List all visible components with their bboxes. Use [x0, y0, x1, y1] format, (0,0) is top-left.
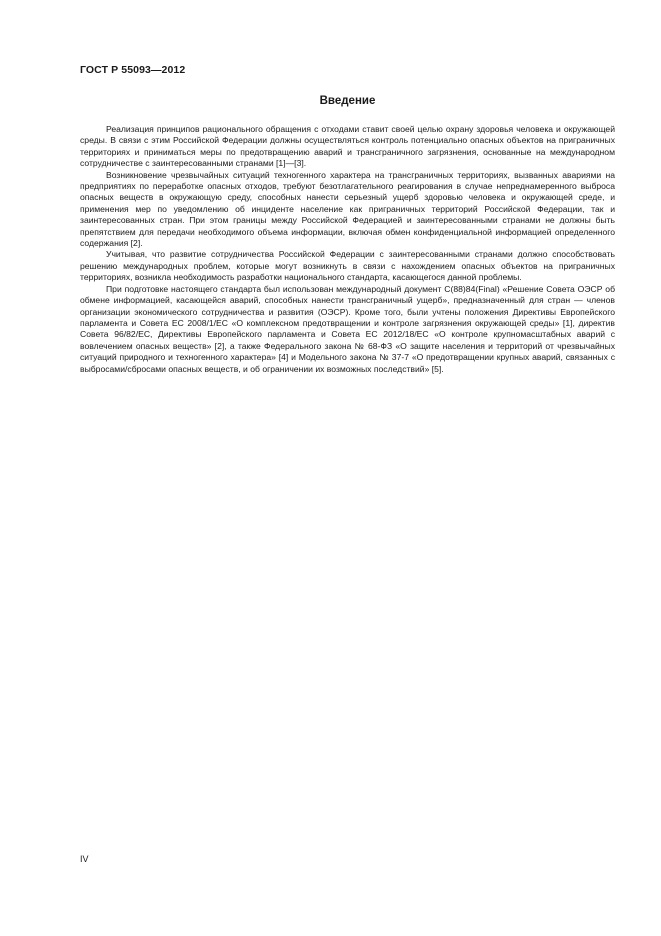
introduction-body [80, 124, 615, 375]
paragraph-2: Возникновение чрезвычайных ситуаций техногенного характера на трансграничных территориях, вызванных авариями на предприятиях по переработке опасных отходов, требуют безотлагательного реагирования в случае непреднамеренного выброса опасных веществ в окружающую среду, способных нанести серьезный ущерб здоровью человека и окружающей среде, и применения мер по уведомлению об инциденте население как приграничных территорий Российской Федерации, так и заинтересованных стран. При этом границы между Российской Федерацией и заинтересованными странами не должны быть препятствием для передачи необходимого объема информации, включая обмен конфиденциальной информацией определенного содержания [2]. [80, 169, 615, 249]
standard-code-header: ГОСТ Р 55093—2012 [80, 64, 186, 76]
paragraph-3: Учитывая, что развитие сотрудничества Российской Федерации с заинтересованными странами должно способствовать решению международных проблем, которые могут возникнуть в связи с нахождением опасных объектов на приграничных территориях, возникла необходимость разработки национального стандарта, касающегося данной проблемы. [80, 249, 615, 283]
page-number: IV [80, 854, 89, 864]
section-title: Введение [319, 95, 376, 107]
paragraph-1: Реализация принципов рационального обращения с отходами ставит своей целью охрану здоровья человека и окружающей среды. В связи с этим Российской Федерации должны осуществляться контроль потенциально опасных объектов на приграничных территориях и приниматься меры по предотвращению аварий и трансграничного загрязнения, основанные на международном сотрудничестве с заинтересованными странами [1]—[3]. [80, 124, 615, 169]
paragraph-4: При подготовке настоящего стандарта был использован международный документ С(88)84(Final) «Решение Совета ОЭСР об обмене информацией, касающейся аварий, способных нанести трансграничный ущерб», предназначенный для стран — членов организации экономического сотрудничества и развития (ОЭСР). Кроме того, были учтены положения Директивы Европейского парламента и Совета ЕС 2008/1/ЕС «О комплексном предотвращении и контроле загрязнения окружающей среды» [1], директив Совета 96/82/ЕС, Директивы Европейского парламента и Совета ЕС 2012/18/ЕС «О контроле крупномасштабных аварий с вовлечением опасных веществ» [2], а также Федерального закона № 68-ФЗ «О защите населения и территорий от чрезвычайных ситуаций природного и техногенного характера» [4] и Модельного закона № 37-7 «О предотвращении крупных аварий, связанных с выбросами/сбросами опасных веществ, и об ограничении их возможных последствий» [5]. [80, 283, 615, 374]
